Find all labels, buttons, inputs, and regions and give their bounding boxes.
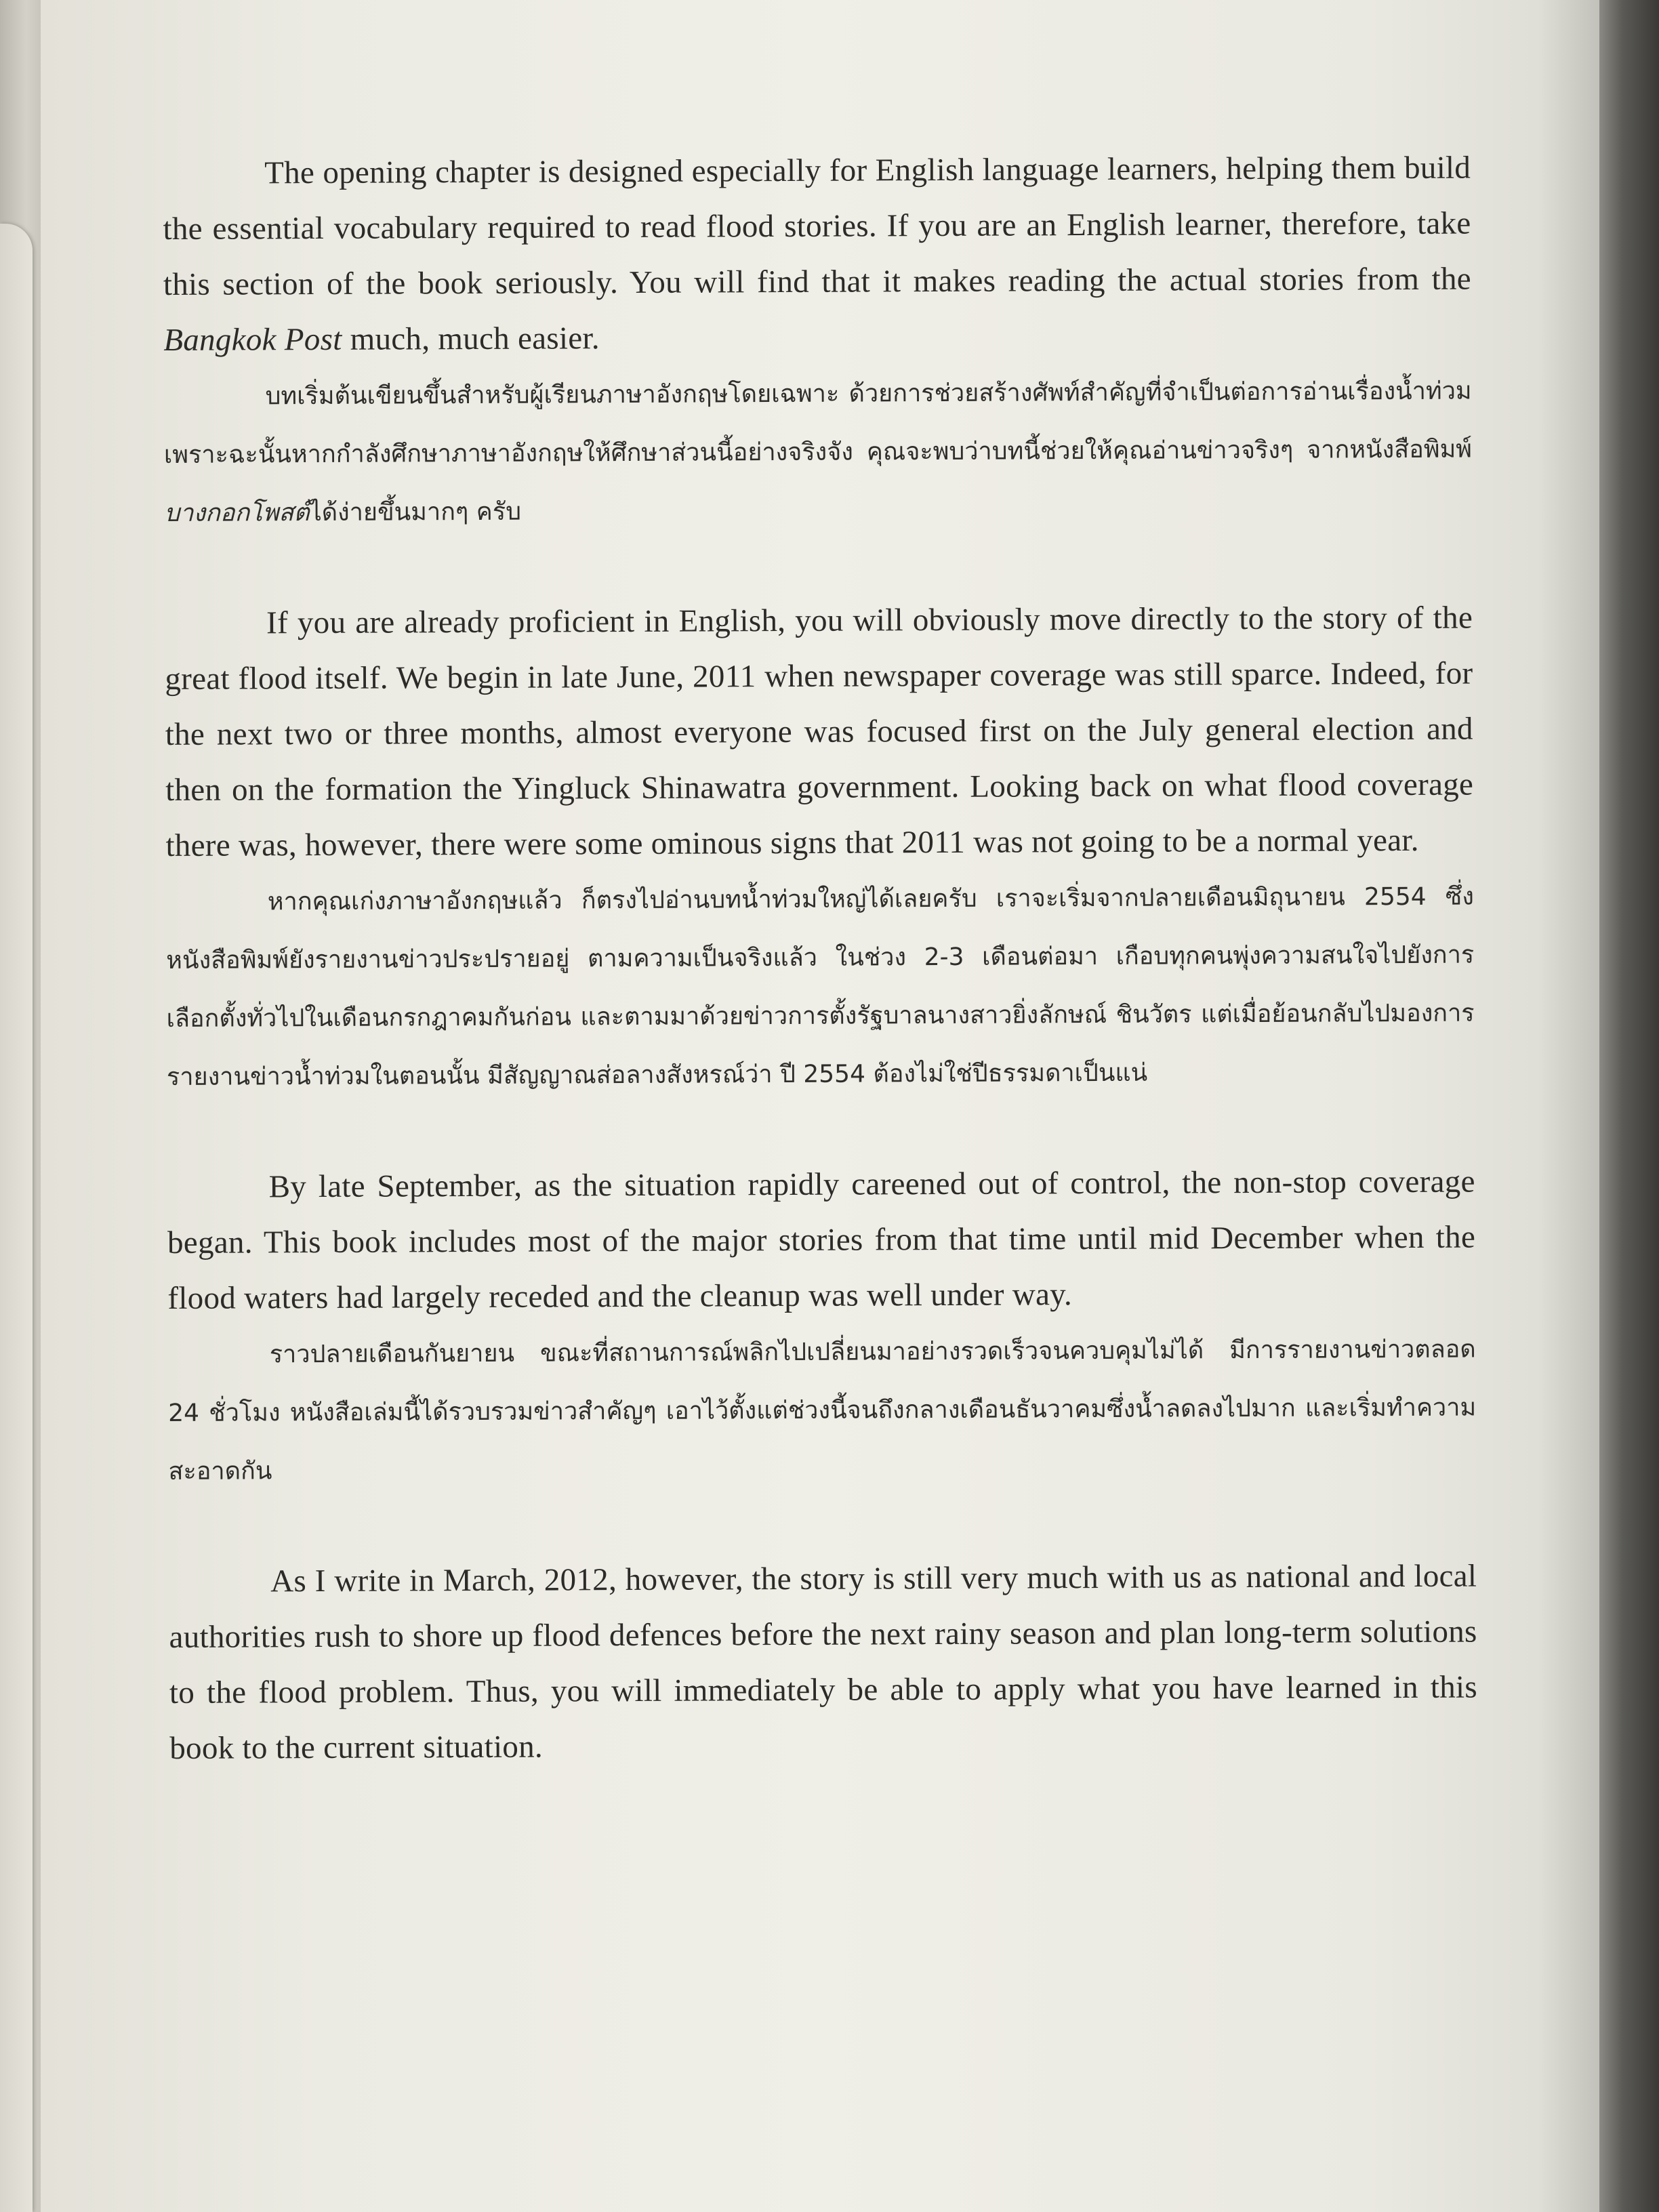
paragraph-thai-2: หากคุณเก่งภาษาอังกฤษแล้ว ก็ตรงไปอ่านบทน้ำท่วมใหญ่ได้เลยครับ เราจะเริ่มจากปลายเดือนมิถุนายน 2554 ซึ่งหนังสือพิมพ์ยังรายงานข่าวประปรายอยู่ ตามความเป็นจริงแล้ว ในช่วง 2-3 เดือนต่อมา เกือบทุกคนพุ่งความสนใจไปยังการเลือกตั้งทั่วไปในเดือนกรกฎาคมกันก่อน และตามมาด้วยข่าวการตั้งรัฐบาลนางสาวยิ่งลักษณ์ ชินวัตร แต่เมื่อย้อนกลับไปมองการรายงานข่าวน้ำท่วมในตอนนั้น มีสัญญาณส่อลางสังหรณ์ว่า ปี 2554 ต้องไม่ใช่ปีธรรมดาเป็นแน่ (166, 882, 1475, 1091)
paragraph-english-2: If you are already proficient in English, you will obviously move directly to the story of the great flood itself. We begin in late June, 2011 when newspaper coverage was still sparce. Indeed, for the next two or three months, almost everyone was focused first on the July general election and then on the formation the Yingluck Shinawatra government. Looking back on what flood coverage there was, however, there were some ominous signs that 2011 was not going to be a normal year. (165, 600, 1474, 863)
newspaper-title-thai: บางกอกโพสต์ (164, 499, 310, 527)
paragraph-gap (167, 1101, 1475, 1160)
paragraph-thai-1: บทเริ่มต้นเขียนขึ้นสำหรับผู้เรียนภาษาอังกฤษโดยเฉพาะ ด้วยการช่วยสร้างศัพท์สำคัญที่จำเป็นต่อการอ่านเรื่องน้ำท่วม เพราะฉะนั้นหากกำลังศึกษาภาษาอังกฤษให้ศึกษาส่วนนี้อย่างจริงจัง คุณจะพบว่าบทนี้ช่วยให้คุณอ่านข่าวจริงๆ จากหนังสือพิมพ์บางกอกโพสต์ได้ง่ายขึ้นมากๆ ครับ (163, 377, 1473, 527)
left-page-sheet (0, 224, 33, 2212)
paragraph-english-1: The opening chapter is designed especially for English language learners, helping them build the essential vocabulary required to read flood stories. If you are an English learner, therefore, take this section of the book seriously. You will find that it makes reading the actual stories from the Bangkok Post much, much easier. (163, 150, 1471, 358)
paragraph-english-3: By late September, as the situation rapidly careened out of control, the non-stop coverage began. This book includes most of the major stories from that time until mid December when the flood waters had largely receded and the cleanup was well under way. (167, 1164, 1476, 1316)
page-gutter-shadow (1538, 0, 1599, 2212)
paragraph-thai-3: ราวปลายเดือนกันยายน ขณะที่สถานการณ์พลิกไปเปลี่ยนมาอย่างรวดเร็วจนควบคุมไม่ได้ มีการรายงานข่าวตลอด 24 ชั่วโมง หนังสือเล่มนี้ได้รวบรวมข่าวสำคัญๆ เอาไว้ตั้งแต่ช่วงนี้จนถึงกลางเดือนธันวาคมซึ่งน้ำลดลงไปมาก และเริ่มทำความสะอาดกัน (168, 1335, 1477, 1486)
paragraph-gap (165, 537, 1473, 596)
right-background-edge (1599, 0, 1659, 2212)
paragraph-english-4: As I write in March, 2012, however, the story is still very much with us as national and local authorities rush to shore up flood defences before the next rainy season and plan long-term solutions to the flood problem. Thus, you will immediately be able to apply what you have learned in this book to the current situation. (169, 1558, 1478, 1766)
newspaper-title: Bangkok Post (163, 321, 342, 358)
paragraph-gap (169, 1496, 1477, 1554)
page-text (163, 140, 1477, 1776)
